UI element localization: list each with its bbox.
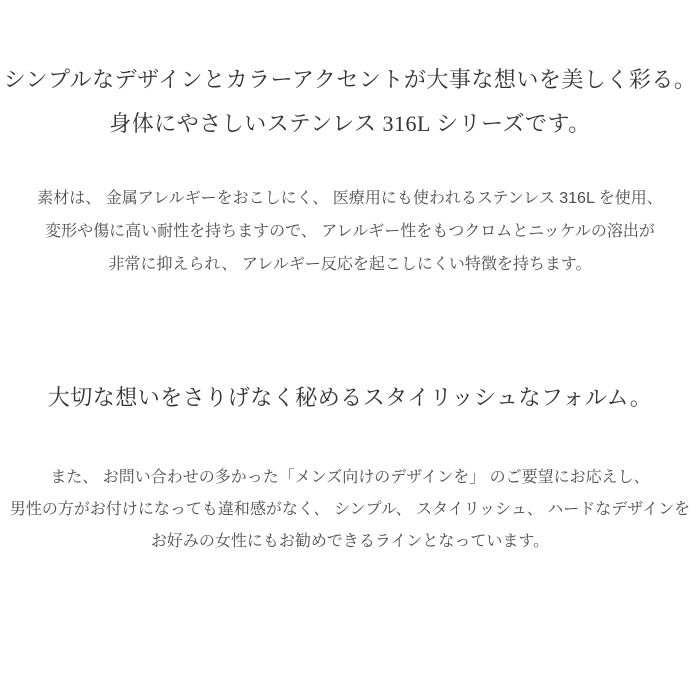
paragraph-design [0,462,700,558]
paragraph-material-line-3: 非常に抑えられ、 アレルギー反応を起こしにくい特徴を持ちます。 [108,256,592,273]
section-design [0,376,700,558]
paragraph-material-line-1: 素材は、 金属アレルギーをおこしにく、 医療用にも使われるステンレス 316L を使用、 [37,190,663,207]
paragraph-material [0,182,700,281]
headline-series-line-1: シンプルなデザインとカラーアクセントが大事な想いを美しく彩る。 [3,67,697,92]
headline-form-line-1: 大切な想いをさりげなく秘めるスタイリッシュなフォルム。 [47,385,653,410]
paragraph-design-line-1: また、 お問い合わせの多かった「メンズ向けのデザインを」 のご要望にお応えし、 [50,469,650,486]
section-material [0,58,700,281]
headline-series [0,58,700,146]
paragraph-design-line-3: お好みの女性にもお勧めできるラインとなっています。 [150,533,550,550]
headline-series-line-2: 身体にやさしいステンレス 316L シリーズです。 [109,111,591,136]
headline-form [0,376,700,420]
paragraph-design-line-2: 男性の方がお付けになっても違和感がなく、 シンプル、 スタイリッシュ、 ハードなデザインを [9,501,691,518]
paragraph-material-line-2: 変形や傷に高い耐性を持ちますので、 アレルギー性をもつクロムとニッケルの溶出が [45,223,655,240]
